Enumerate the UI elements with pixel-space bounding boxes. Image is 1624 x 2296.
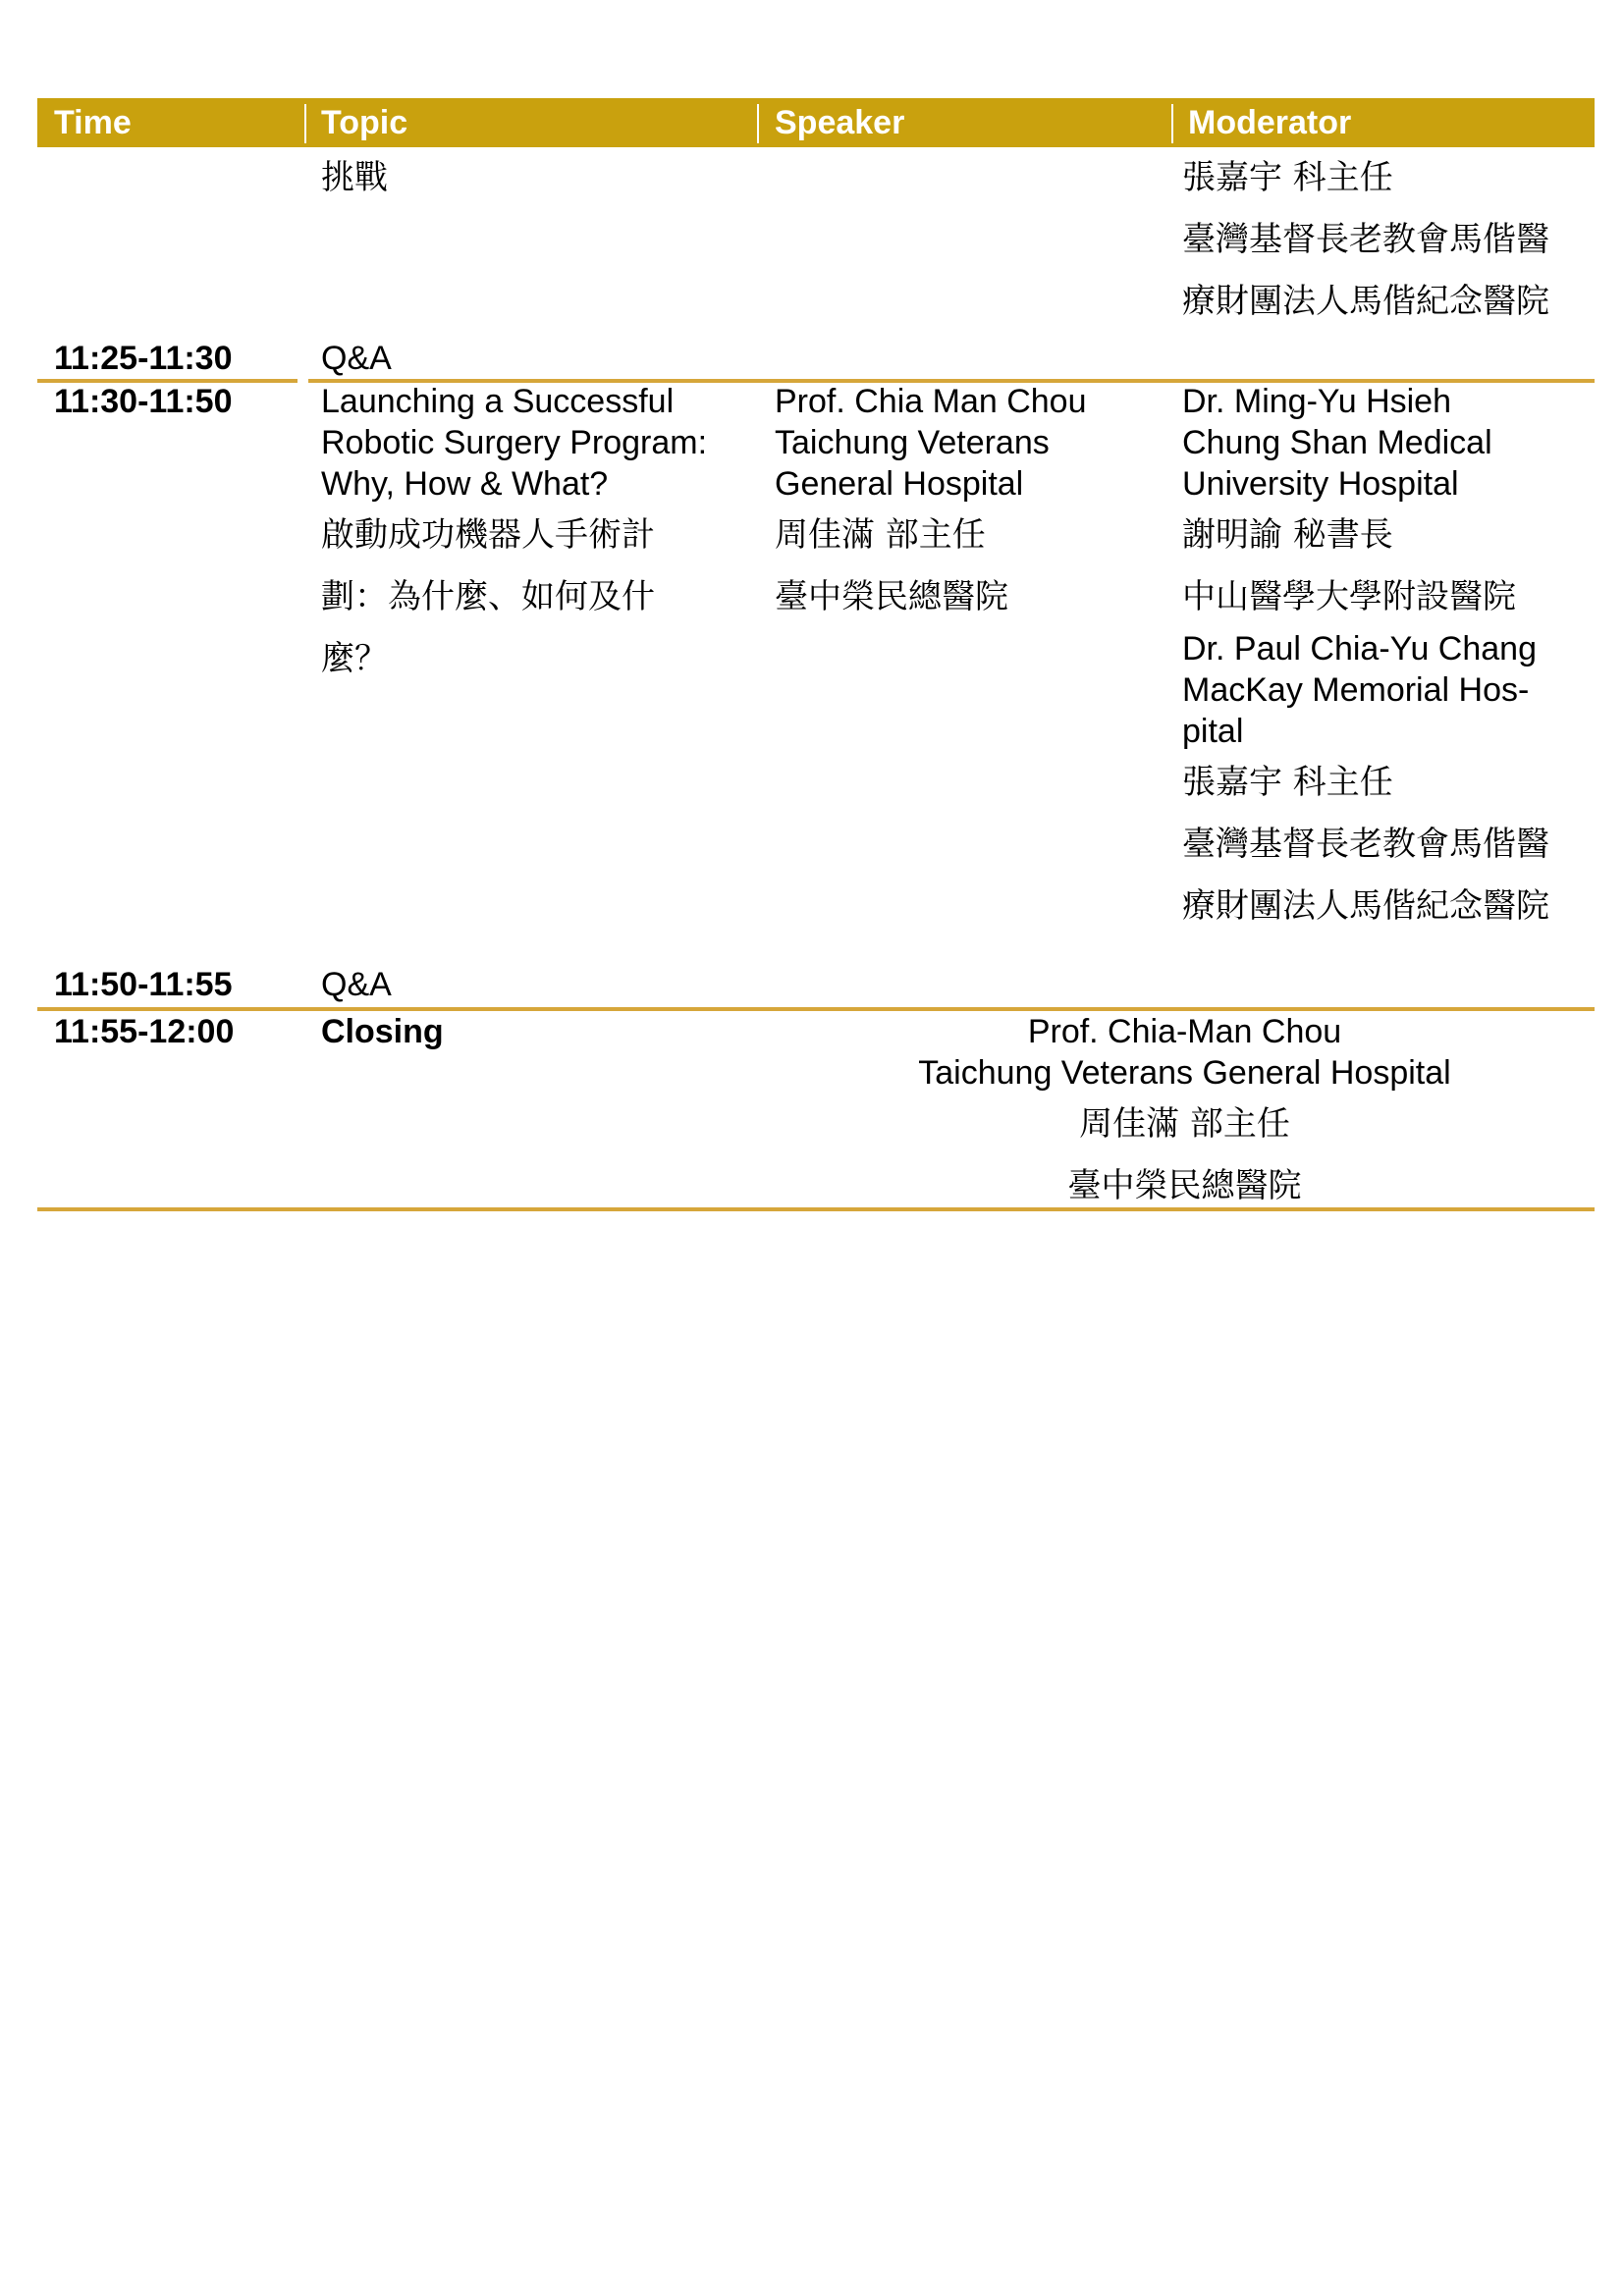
topic-zh-line: 麼？ <box>321 639 388 678</box>
table-row <box>37 334 1595 381</box>
moderator-en-line: Dr. Ming-Yu Hsieh <box>1182 383 1451 420</box>
topic-zh-line: 啟動成功機器人手術計 <box>321 515 655 555</box>
speaker-en-line: Prof. Chia-Man Chou <box>1027 1013 1342 1050</box>
moderator-zh-affiliation: 臺灣基督長老教會馬偕醫 <box>1182 220 1549 259</box>
time-cell: 11:55-12:00 <box>54 1013 235 1050</box>
topic-en-line: Why, How & What? <box>321 465 609 503</box>
header-divider <box>1171 104 1173 143</box>
header-moderator: Moderator <box>1188 104 1352 141</box>
topic-en-line: Launching a Successful <box>321 383 675 420</box>
table-row <box>37 1011 1595 1217</box>
topic-cell <box>321 381 753 690</box>
moderator-en-line: MacKay Memorial Hos- <box>1182 671 1530 709</box>
moderator-zh-name: 張嘉宇 科主任 <box>1182 158 1393 197</box>
topic-zh-line: 劃：為什麼、如何及什 <box>321 577 655 616</box>
moderator-zh-line: 張嘉宇 科主任 <box>1182 763 1393 802</box>
topic-zh: 挑戰 <box>321 158 388 197</box>
topic-cell: Closing <box>321 1013 444 1050</box>
moderator-zh-line: 臺灣基督長老教會馬偕醫 <box>1182 825 1549 864</box>
moderator-cell <box>1182 147 1595 333</box>
agenda-table <box>37 98 1595 1217</box>
moderator-zh-line: 謝明諭 秘書長 <box>1182 515 1393 555</box>
speaker-zh-line: 周佳滿 部主任 <box>1079 1104 1290 1144</box>
topic-cell <box>321 147 753 209</box>
table-row <box>37 960 1595 1011</box>
table-row <box>37 381 1595 960</box>
moderator-en-line: pital <box>1182 713 1244 750</box>
topic-en-line: Robotic Surgery Program: <box>321 424 708 461</box>
speaker-zh-line: 臺中榮民總醫院 <box>1067 1166 1302 1205</box>
header-divider <box>304 104 306 143</box>
speaker-en-line: Prof. Chia Man Chou <box>775 383 1087 420</box>
speaker-cell <box>775 381 1167 628</box>
time-cell: 11:50-11:55 <box>54 966 233 1003</box>
moderator-en-line: University Hospital <box>1182 465 1459 503</box>
time-cell: 11:25-11:30 <box>54 340 233 377</box>
header-topic: Topic <box>321 104 408 141</box>
moderator-en-line: Dr. Paul Chia-Yu Chang <box>1182 630 1537 667</box>
moderator-zh-affiliation: 療財團法人馬偕紀念醫院 <box>1182 282 1549 321</box>
moderator-cell <box>1182 381 1595 937</box>
speaker-zh-line: 臺中榮民總醫院 <box>775 577 1008 616</box>
speaker-zh-line: 周佳滿 部主任 <box>775 515 986 555</box>
table-header <box>37 98 1595 147</box>
topic-cell: Q&A <box>321 966 392 1003</box>
moderator-zh-line: 中山醫學大學附設醫院 <box>1182 577 1516 616</box>
moderator-zh-line: 療財團法人馬偕紀念醫院 <box>1182 886 1549 926</box>
header-speaker: Speaker <box>775 104 905 141</box>
topic-cell: Q&A <box>321 340 392 377</box>
header-time: Time <box>54 104 132 141</box>
table-bottom-rule <box>37 1207 1595 1211</box>
table-row <box>37 147 1595 334</box>
header-divider <box>757 104 759 143</box>
moderator-en-line: Chung Shan Medical <box>1182 424 1492 461</box>
closing-speaker-cell <box>775 1011 1595 1217</box>
speaker-en-line: General Hospital <box>775 465 1024 503</box>
time-cell: 11:30-11:50 <box>54 383 233 420</box>
speaker-en-line: Taichung Veterans <box>775 424 1050 461</box>
speaker-en-line: Taichung Veterans General Hospital <box>918 1054 1451 1092</box>
